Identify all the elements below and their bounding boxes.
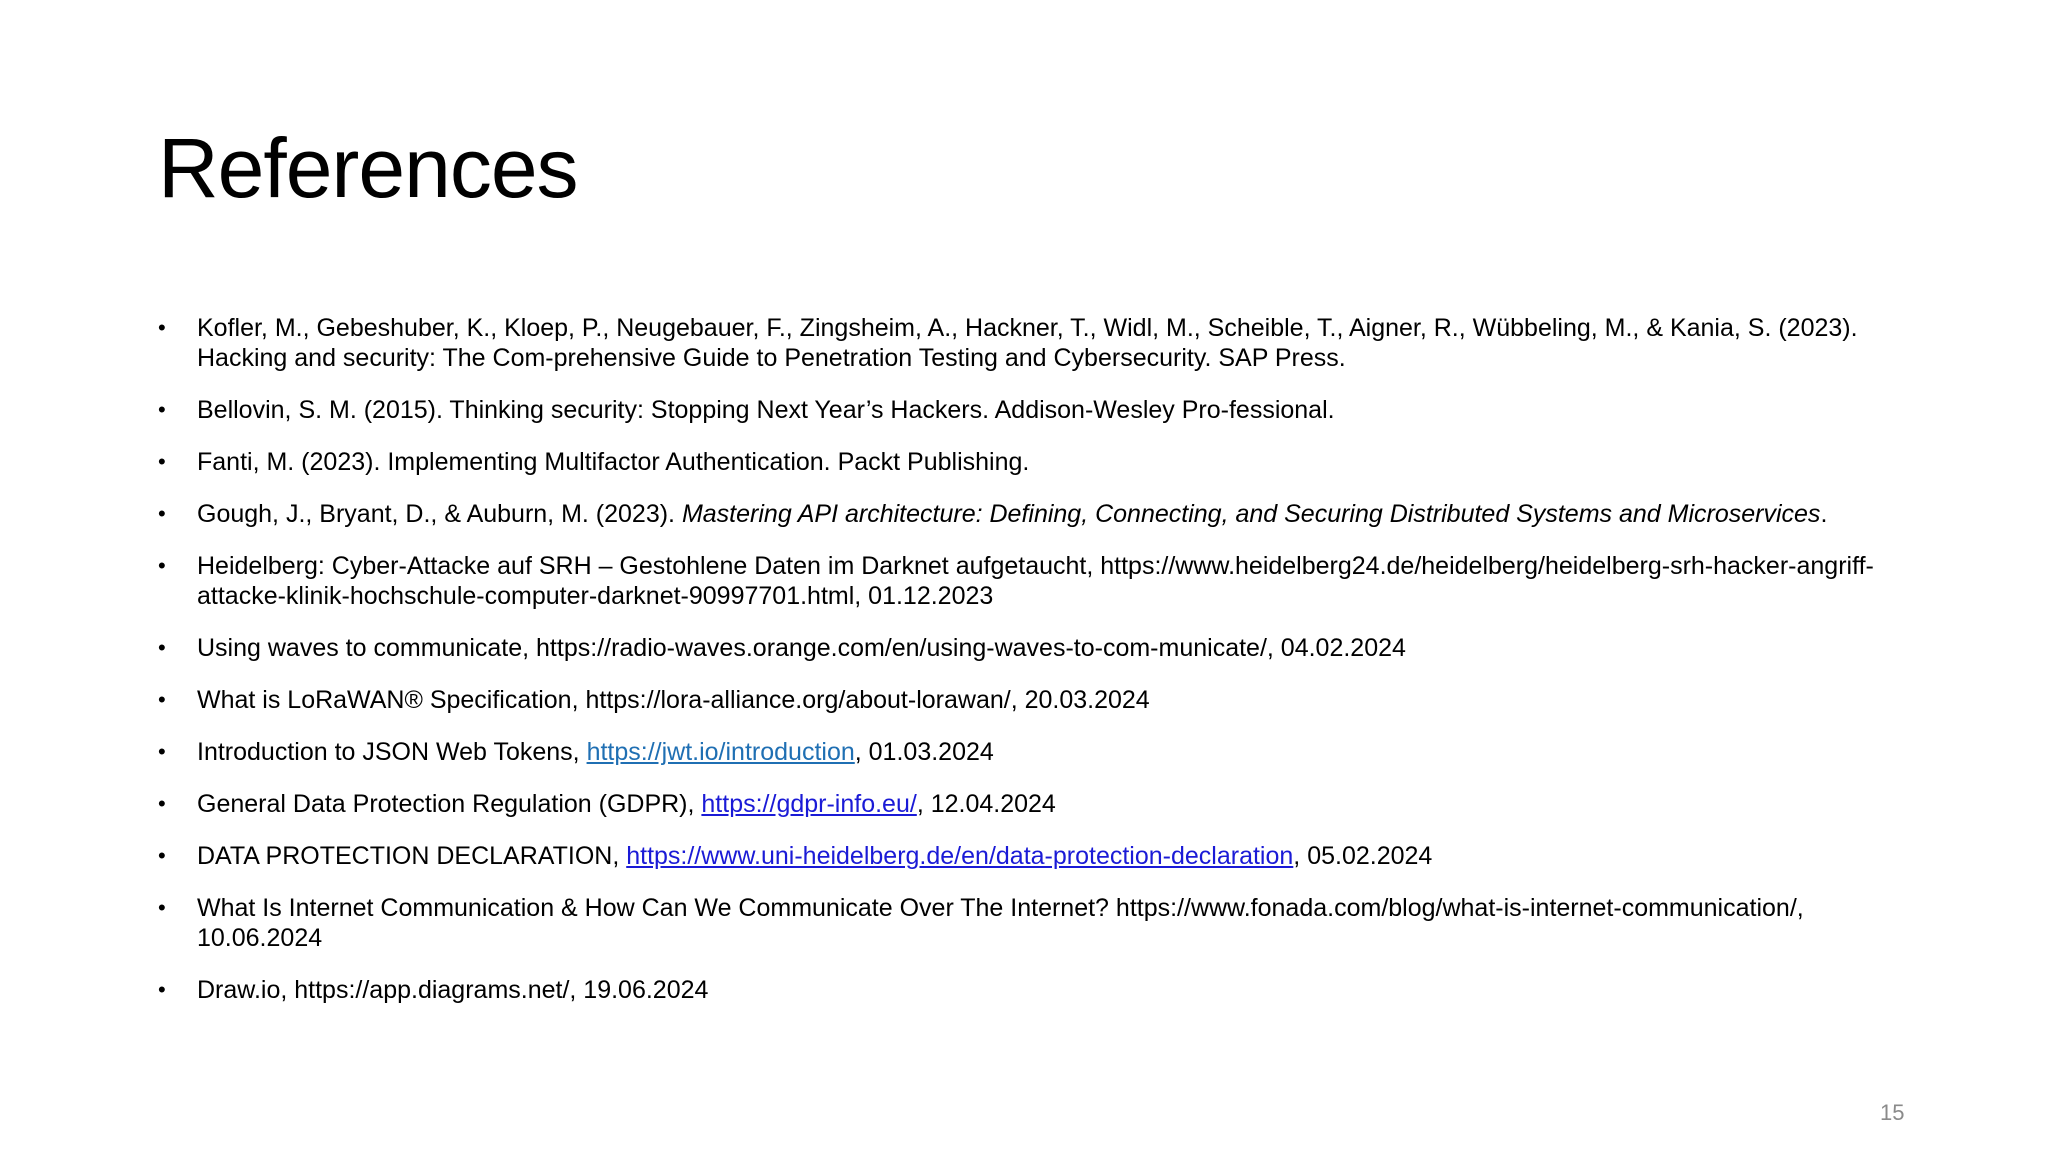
reference-link[interactable]: https://gdpr-info.eu/ bbox=[701, 790, 917, 818]
reference-text: Draw.io, https://app.diagrams.net/, 19.06.2024 bbox=[197, 976, 709, 1004]
reference-item bbox=[158, 841, 1898, 871]
bullet: • bbox=[158, 791, 166, 816]
bullet: • bbox=[158, 977, 166, 1002]
reference-text: DATA PROTECTION DECLARATION, bbox=[197, 842, 627, 870]
page-number: 15 bbox=[1880, 1100, 1905, 1125]
reference-text: What is LoRaWAN® Specification, https://lora-alliance.org/about-lorawan/, 20.03.2024 bbox=[197, 686, 1150, 714]
bullet: • bbox=[158, 397, 166, 422]
reference-item bbox=[158, 975, 1898, 1005]
reference-text: Heidelberg: Cyber-Attacke auf SRH – Gestohlene Daten im Darknet aufgetaucht, https://www.heidelberg24.de/heidelberg/heidelberg-srh-hacker-angriff-attacke-klinik-hochschule-computer-darknet-90997701.html, 01.12.2023 bbox=[197, 552, 1874, 610]
reference-date: , 01.03.2024 bbox=[854, 738, 994, 766]
reference-text: Fanti, M. (2023). Implementing Multifactor Authentication. Packt Publishing. bbox=[197, 448, 1030, 476]
reference-text: Introduction to JSON Web Tokens, bbox=[197, 738, 587, 766]
reference-book-title: Mastering API architecture: Defining, Connecting, and Securing Distributed Systems and Microservices bbox=[681, 500, 1821, 528]
reference-text: Using waves to communicate, https://radio-waves.orange.com/en/using-waves-to-com-municate/, 04.02.2024 bbox=[197, 634, 1406, 662]
bullet: • bbox=[158, 895, 166, 920]
reference-text-end: . bbox=[1820, 500, 1828, 528]
reference-text: What Is Internet Communication & How Can We Communicate Over The Internet? https://www.fonada.com/blog/what-is-internet-communication/, 10.06.2024 bbox=[197, 894, 1804, 952]
reference-text: Bellovin, S. M. (2015). Thinking security: Stopping Next Year’s Hackers. Addison-Wesley Pro-fessional. bbox=[197, 396, 1335, 424]
reference-text: Kofler, M., Gebeshuber, K., Kloep, P., Neugebauer, F., Zingsheim, A., Hackner, T., Widl, M., Scheible, T., Aigner, R., Wübbeling, M., & Kania, S. (2023). Hacking and security: The Com-prehensive Guide to Penetration Testing and Cybersecurity. SAP Press. bbox=[197, 314, 1858, 372]
reference-link[interactable]: https://jwt.io/introduction bbox=[586, 738, 855, 766]
bullet: • bbox=[158, 449, 166, 474]
page-title: References bbox=[158, 121, 578, 215]
reference-item bbox=[158, 685, 1898, 715]
reference-date: , 12.04.2024 bbox=[916, 790, 1056, 818]
reference-item bbox=[158, 447, 1898, 477]
reference-item bbox=[158, 395, 1898, 425]
reference-link[interactable]: https://www.uni-heidelberg.de/en/data-protection-declaration bbox=[626, 842, 1294, 870]
reference-item bbox=[158, 789, 1898, 819]
bullet: • bbox=[158, 635, 166, 660]
reference-text: Gough, J., Bryant, D., & Auburn, M. (2023). bbox=[197, 500, 682, 528]
bullet: • bbox=[158, 501, 166, 526]
reference-list bbox=[158, 313, 1898, 1027]
reference-date: , 05.02.2024 bbox=[1293, 842, 1433, 870]
reference-item bbox=[158, 313, 1898, 373]
bullet: • bbox=[158, 739, 166, 764]
reference-item bbox=[158, 893, 1898, 953]
reference-item bbox=[158, 633, 1898, 663]
reference-item bbox=[158, 551, 1898, 611]
bullet: • bbox=[158, 687, 166, 712]
bullet: • bbox=[158, 843, 166, 868]
reference-item bbox=[158, 737, 1898, 767]
bullet: • bbox=[158, 315, 166, 340]
bullet: • bbox=[158, 553, 166, 578]
reference-item bbox=[158, 499, 1898, 529]
reference-text: General Data Protection Regulation (GDPR), bbox=[197, 790, 702, 818]
